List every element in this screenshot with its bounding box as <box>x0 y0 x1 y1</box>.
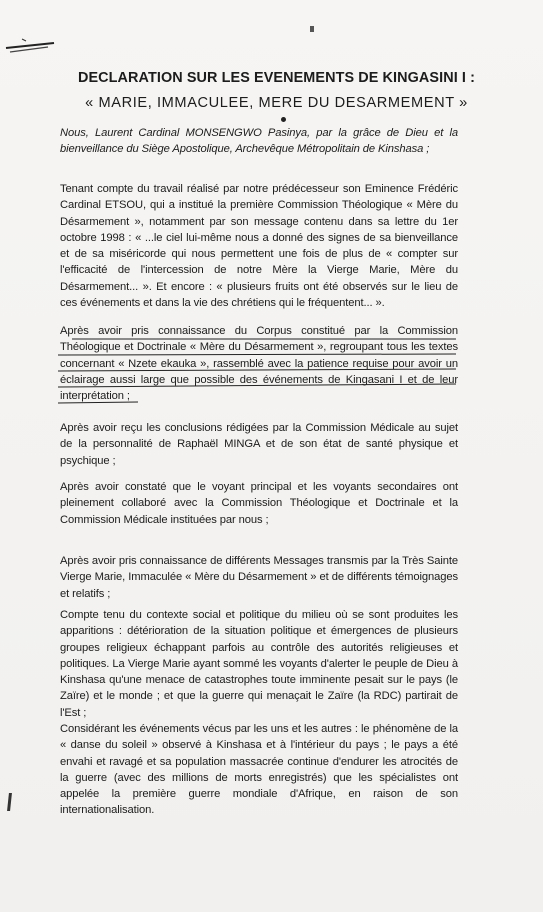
declaration-subtitle: « MARIE, IMMACULEE, MERE DU DESARMEMENT » <box>85 95 468 111</box>
paragraph-context: Compte tenu du contexte social et politique du milieu où se sont produites les apparitions : détérioration de la situation politique et émergences de plusieurs groupes religieux échappant parfois au contrôle des autorités religieuses et politiques. La Vierge Marie ayant sommé les voyants d'alerter le peuple de Dieu à Kinshasa qu'une menace de catastrophes toute imminente pesait sur le pays (le Zaïre) et le monde ; et que la guerre qui menaçait le Zaïre (la RDC) partirait de l'Est ; <box>60 609 458 719</box>
paragraph-events: Considérant les événements vécus par les uns et les autres : le phénomène de la « danse du soleil » observé à Kinshasa et à l'intérieur du pays ; le pays a été envahi et ravagé et sa population massacrée continue d'endurer les atrocités de la guerre (avec des millions de morts enregistrés) que les spécialistes ont appelée la première guerre mondiale d'Afrique, en raison de son internationalisation. <box>60 723 458 817</box>
paragraph-etsou: Tenant compte du travail réalisé par notre prédécesseur son Eminence Frédéric Cardinal ETSOU, qui a institué la première Commission Théologique « Mère du Désarmement », notamment par son message contenu dans sa lettre du 1er octobre 1998 : « ...le ciel lui-même nous a donné des signes de sa bienveillance et de sa miséricorde qui nous permettent une fois de plus de « compter sur l'efficacité de l'intercession de notre Mère la Vierge Marie, Mère du Désarmement... ». Et encore : « plusieurs fruits ont été observés sur le lieu de ces événements et dans la vie des chrétiens qui le fréquentent... ». <box>60 183 458 310</box>
paragraph-messages: Après avoir pris connaissance de différents Messages transmis par la Très Sainte Vierge Marie, Immaculée « Mère du Désarmement » et de différents témoignages et relatifs ; <box>60 555 458 600</box>
declaration-title: DECLARATION SUR LES EVENEMENTS DE KINGASINI I : <box>77 70 475 86</box>
scan-dot <box>281 117 286 122</box>
paragraph-corpus: Après avoir pris connaissance du Corpus constitué par la Commission Théologique et Doctrinale « Mère du Désarmement », regroupant tous les textes concernant « Nzete ekauka », rassemblé avec la patience requise pour avoir un éclairage aussi large que possible des événements de Kingasani I et de leur interprétation ; <box>60 325 458 403</box>
paragraph-voyants: Après avoir constaté que le voyant principal et les voyants secondaires ont pleinement collaboré avec la Commission Théologique et Doctrinale et la Commission Médicale instituées par nous ; <box>60 481 458 526</box>
paragraph-medical: Après avoir reçu les conclusions rédigées par la Commission Médicale au sujet de la personnalité de Raphaël MINGA et de son état de santé physique et psychique ; <box>60 422 458 467</box>
paragraph-intro: Nous, Laurent Cardinal MONSENGWO Pasinya, par la grâce de Dieu et la bienveillance du Siège Apostolique, Archevêque Métropolitain de Kinshasa ; <box>60 127 458 156</box>
scan-speck <box>310 26 314 32</box>
handwritten-mark <box>4 36 56 54</box>
margin-mark <box>7 793 12 811</box>
